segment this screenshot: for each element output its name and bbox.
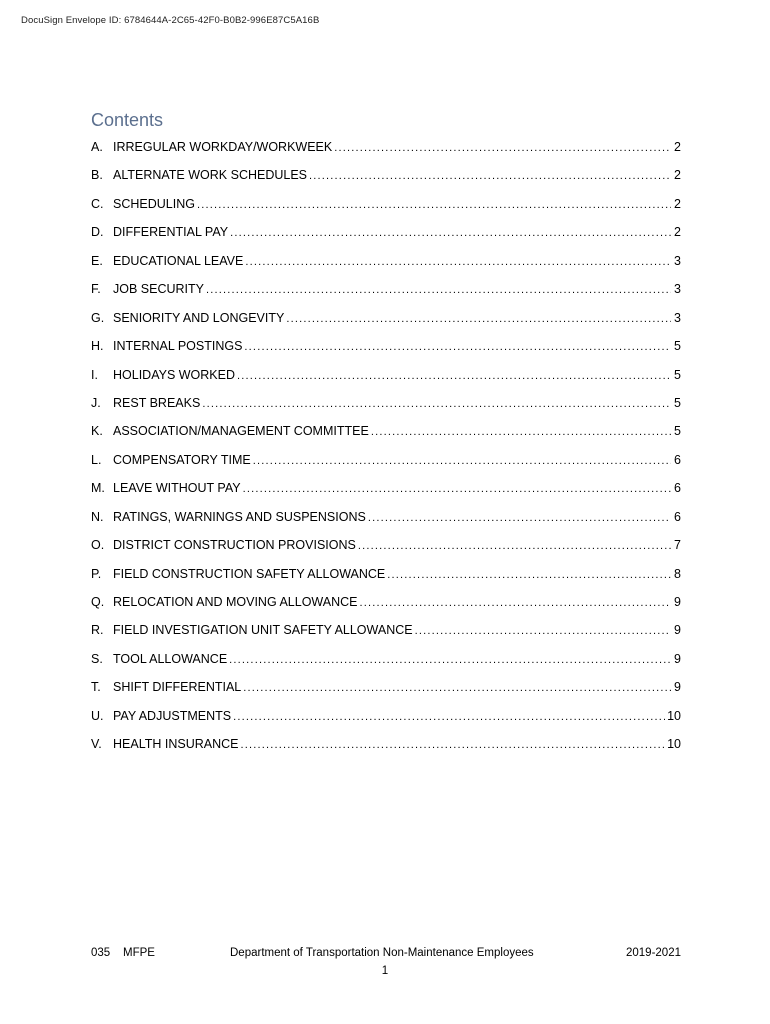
toc-entry[interactable] (91, 137, 681, 165)
toc-entry-label: IRREGULAR WORKDAY/WORKWEEK (113, 140, 333, 154)
footer-organization: MFPE (123, 947, 155, 959)
toc-dot-leader (387, 567, 671, 583)
toc-entry[interactable] (91, 677, 681, 705)
toc-dot-leader (253, 453, 671, 469)
toc-dot-leader (244, 339, 671, 355)
toc-entry-page: 5 (674, 339, 681, 354)
toc-dot-leader (206, 282, 671, 298)
toc-entry-letter: N. (91, 509, 104, 524)
toc-entry-letter: B. (91, 168, 103, 183)
toc-entry-page: 5 (674, 395, 681, 410)
page-number: 1 (381, 965, 389, 977)
toc-entry[interactable] (91, 165, 681, 193)
toc-entry-label: PAY ADJUSTMENTS (113, 708, 232, 723)
toc-dot-leader (309, 168, 671, 184)
toc-entry-page: 3 (674, 310, 681, 325)
toc-dot-leader (229, 652, 671, 668)
toc-entry-letter: R. (91, 623, 104, 638)
toc-entry-letter: L. (91, 452, 102, 467)
toc-entry-letter: E. (91, 253, 103, 268)
toc-entry-label: ASSOCIATION/MANAGEMENT COMMITTEE (113, 424, 369, 439)
toc-entry[interactable] (91, 706, 681, 734)
toc-dot-leader (197, 197, 671, 213)
toc-entry[interactable] (91, 222, 681, 250)
toc-dot-leader (237, 368, 671, 384)
toc-entry-label: EDUCATIONAL LEAVE (113, 253, 244, 268)
toc-entry[interactable] (91, 620, 681, 648)
toc-entry-label: SENIORITY AND LONGEVITY (113, 310, 285, 325)
toc-entry-page: 2 (674, 225, 681, 240)
toc-dot-leader (202, 396, 671, 412)
toc-dot-leader (243, 680, 671, 696)
toc-dot-leader (334, 140, 671, 156)
toc-entry[interactable] (91, 478, 681, 506)
toc-entry-letter: T. (91, 680, 101, 695)
toc-entry[interactable] (91, 365, 681, 393)
toc-dot-leader (233, 709, 665, 725)
toc-entry-page: 9 (674, 595, 681, 609)
toc-entry-page: 5 (674, 367, 681, 382)
toc-entry-label: COMPENSATORY TIME (113, 452, 251, 467)
toc-entry-label: FIELD CONSTRUCTION SAFETY ALLOWANCE (113, 566, 386, 581)
toc-entry-label: DISTRICT CONSTRUCTION PROVISIONS (113, 538, 356, 553)
toc-entry[interactable] (91, 279, 681, 307)
toc-entry-letter: V. (91, 737, 102, 752)
toc-entry[interactable] (91, 308, 681, 336)
toc-entry-label: SHIFT DIFFERENTIAL (113, 680, 242, 695)
toc-entry[interactable] (91, 251, 681, 279)
toc-entry-page: 10 (667, 737, 681, 752)
toc-entry-page: 6 (674, 509, 681, 524)
toc-dot-leader (245, 254, 671, 270)
toc-entry[interactable] (91, 450, 681, 478)
toc-entry-label: RATINGS, WARNINGS AND SUSPENSIONS (113, 509, 366, 524)
toc-entry-page: 3 (674, 253, 681, 268)
toc-entry-label: INTERNAL POSTINGS (113, 339, 243, 354)
toc-dot-leader (286, 311, 671, 327)
toc-entry-letter: A. (91, 140, 103, 154)
footer-department: Department of Transportation Non-Maintenance Employees (230, 947, 534, 959)
toc-entry-page: 9 (674, 651, 681, 666)
toc-entry-page: 3 (674, 282, 681, 297)
toc-entry-label: HEALTH INSURANCE (113, 737, 239, 752)
toc-entry-page: 2 (674, 168, 681, 183)
toc-entry-letter: H. (91, 339, 104, 354)
toc-entry-letter: O. (91, 538, 105, 553)
toc-entry-label: REST BREAKS (113, 395, 201, 410)
toc-entry-label: HOLIDAYS WORKED (113, 367, 236, 382)
table-of-contents (91, 137, 681, 763)
toc-entry-label: TOOL ALLOWANCE (113, 651, 228, 666)
toc-dot-leader (240, 737, 665, 753)
toc-entry-label: DIFFERENTIAL PAY (113, 225, 229, 240)
toc-entry-letter: Q. (91, 595, 105, 609)
toc-entry-label: LEAVE WITHOUT PAY (113, 481, 241, 496)
toc-entry-label: JOB SECURITY (113, 282, 204, 297)
toc-entry-page: 9 (674, 623, 681, 638)
toc-entry-page: 9 (674, 680, 681, 695)
toc-entry[interactable] (91, 421, 681, 449)
toc-entry[interactable] (91, 592, 681, 620)
toc-entry-letter: J. (91, 395, 101, 410)
toc-dot-leader (243, 481, 671, 497)
toc-entry-page: 10 (667, 708, 681, 723)
contents-heading: Contents (91, 110, 164, 130)
toc-dot-leader (371, 424, 671, 440)
toc-entry[interactable] (91, 535, 681, 563)
toc-entry-letter: F. (91, 282, 101, 297)
toc-dot-leader (358, 538, 671, 554)
toc-dot-leader (368, 510, 671, 526)
toc-entry[interactable] (91, 194, 681, 222)
docusign-envelope-id: DocuSign Envelope ID: 6784644A-2C65-42F0-B0B2-996E87C5A16B (21, 15, 320, 26)
toc-entry-page: 7 (674, 538, 681, 553)
toc-entry-letter: D. (91, 225, 104, 240)
toc-entry-letter: I. (91, 367, 98, 382)
toc-entry-letter: M. (91, 481, 105, 496)
toc-entry[interactable] (91, 507, 681, 535)
toc-entry[interactable] (91, 649, 681, 677)
toc-entry-page: 8 (674, 566, 681, 581)
toc-entry-label: ALTERNATE WORK SCHEDULES (113, 168, 308, 183)
footer-contract-years: 2019-2021 (626, 947, 681, 959)
toc-entry-label: FIELD INVESTIGATION UNIT SAFETY ALLOWANCE (113, 623, 413, 638)
toc-entry-label: SCHEDULING (113, 196, 195, 211)
toc-dot-leader (230, 225, 671, 241)
toc-dot-leader (360, 595, 672, 611)
toc-entry[interactable] (91, 336, 681, 364)
toc-entry-page: 5 (674, 424, 681, 439)
toc-entry-label: RELOCATION AND MOVING ALLOWANCE (113, 595, 358, 609)
toc-entry-page: 2 (674, 196, 681, 211)
toc-entry-letter: S. (91, 651, 103, 666)
toc-entry[interactable] (91, 393, 681, 421)
toc-dot-leader (415, 623, 671, 639)
toc-entry-letter: C. (91, 196, 104, 211)
toc-entry[interactable] (91, 734, 681, 762)
footer-unit-code: 035 (91, 947, 111, 959)
toc-entry-letter: P. (91, 566, 102, 581)
toc-entry-page: 6 (674, 481, 681, 496)
toc-entry-letter: U. (91, 708, 104, 723)
toc-entry-page: 6 (674, 452, 681, 467)
toc-entry-letter: G. (91, 310, 105, 325)
toc-entry-page: 2 (674, 140, 681, 154)
toc-entry[interactable] (91, 564, 681, 592)
toc-entry-letter: K. (91, 424, 103, 439)
